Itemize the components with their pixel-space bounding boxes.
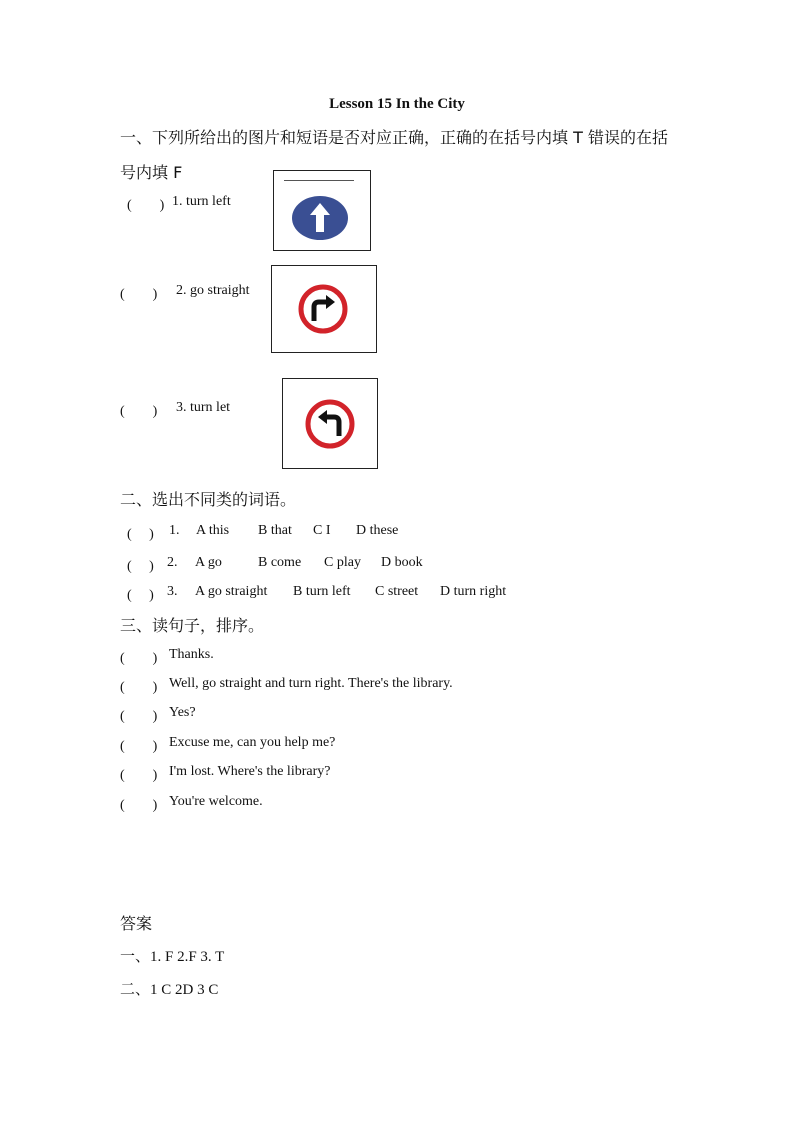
section2-heading: 二、选出不同类的词语。 <box>120 490 297 509</box>
item-text: 1. turn left <box>172 194 231 209</box>
sentence-text: You're welcome. <box>169 794 263 809</box>
option-b: B that <box>258 523 292 538</box>
section1-heading-line2: 号内填 F <box>120 163 183 182</box>
option-c: C I <box>313 523 331 538</box>
answer-bracket[interactable]: ( ) <box>120 709 158 724</box>
answer-bracket[interactable]: ( ) <box>127 198 165 213</box>
option-c: C street <box>375 584 419 599</box>
option-a: A go <box>195 555 222 570</box>
straight-arrow-icon <box>290 195 350 241</box>
answer-bracket[interactable]: ( ) <box>120 651 158 666</box>
sign-image-1 <box>273 170 371 251</box>
answer-bracket[interactable]: ( ) <box>120 287 158 302</box>
left-turn-icon <box>304 398 356 450</box>
sentence-text: Well, go straight and turn right. There's the library. <box>169 676 453 691</box>
option-a: A this <box>196 523 230 538</box>
sentence-text: I'm lost. Where's the library? <box>169 764 331 779</box>
item-number: 3. <box>167 584 178 599</box>
answer-bracket[interactable]: ( ) <box>127 588 154 603</box>
sentence-text: Thanks. <box>169 647 214 662</box>
option-b: B come <box>258 555 302 570</box>
answer-bracket[interactable]: ( ) <box>120 798 158 813</box>
answers-line-1: 一、1. F 2.F 3. T <box>120 949 225 965</box>
option-d: D book <box>381 555 423 570</box>
section3-heading: 三、读句子，排序。 <box>120 616 265 635</box>
answer-bracket[interactable]: ( ) <box>120 680 158 695</box>
option-d: D turn right <box>440 584 507 599</box>
sign-image-2 <box>271 265 377 353</box>
item-number: 1. <box>169 523 180 538</box>
answer-bracket[interactable]: ( ) <box>120 404 158 419</box>
option-d: D these <box>356 523 399 538</box>
sign-image-3 <box>282 378 378 469</box>
page-title: Lesson 15 In the City <box>329 96 465 112</box>
option-b: B turn left <box>293 584 351 599</box>
item-text: 2. go straight <box>176 283 250 298</box>
sentence-text: Yes? <box>169 705 196 720</box>
answer-bracket[interactable]: ( ) <box>127 527 154 542</box>
answer-bracket[interactable]: ( ) <box>120 739 158 754</box>
answers-line-2: 二、1 C 2D 3 C <box>120 982 219 998</box>
right-turn-icon <box>297 283 349 335</box>
item-number: 2. <box>167 555 178 570</box>
answers-heading: 答案 <box>120 914 153 933</box>
answer-bracket[interactable]: ( ) <box>120 768 158 783</box>
item-text: 3. turn let <box>176 400 231 415</box>
option-a: A go straight <box>195 584 268 599</box>
answer-bracket[interactable]: ( ) <box>127 559 154 574</box>
section1-heading-line1: 一、下列所给出的图片和短语是否对应正确，正确的在括号内填 T 错误的在括 <box>120 128 668 147</box>
sentence-text: Excuse me, can you help me? <box>169 735 336 750</box>
option-c: C play <box>324 555 361 570</box>
